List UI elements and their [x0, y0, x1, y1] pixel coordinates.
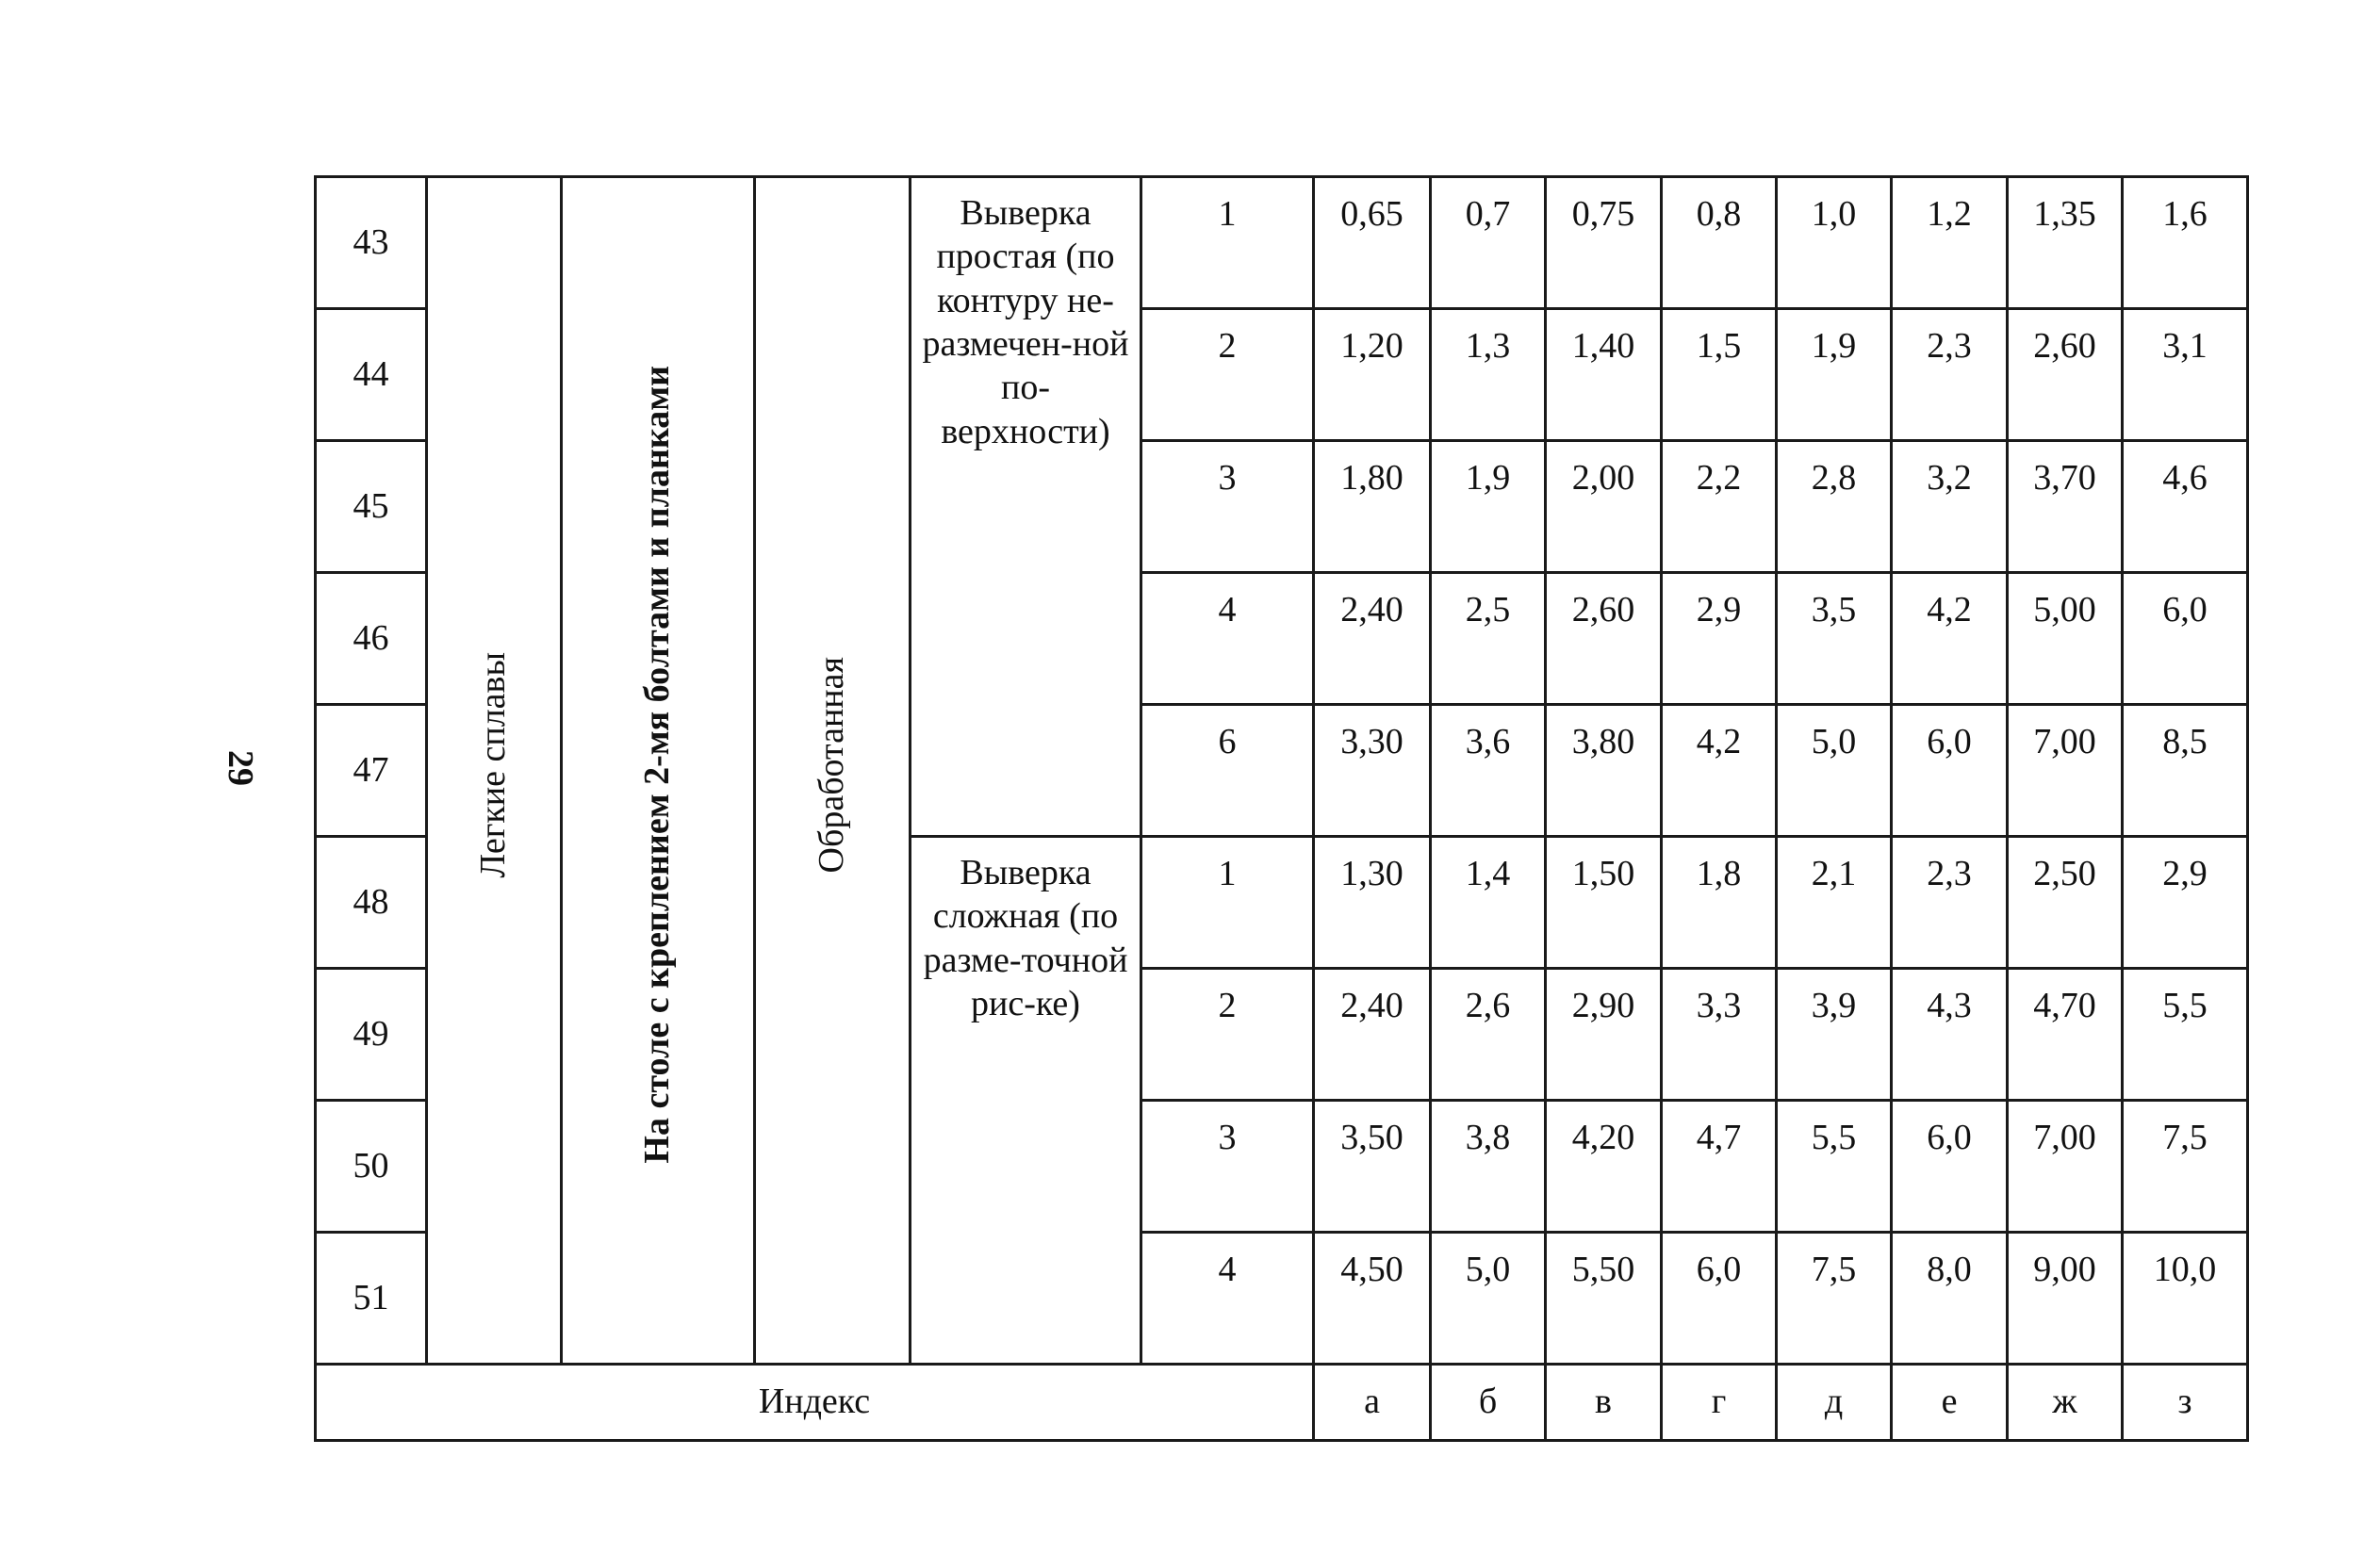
time-value-cell: 0,8 — [1662, 177, 1777, 309]
time-value-cell: 3,1 — [2123, 309, 2248, 441]
time-value-cell: 3,8 — [1431, 1101, 1546, 1233]
size-group-cell: 2 — [1141, 969, 1314, 1101]
row-number: 47 — [316, 705, 427, 837]
index-letter: д — [1777, 1365, 1892, 1441]
time-value-cell: 1,3 — [1431, 309, 1546, 441]
time-value-cell: 10,0 — [2123, 1233, 2248, 1365]
time-value-cell: 1,0 — [1777, 177, 1892, 309]
time-value-cell: 4,6 — [2123, 441, 2248, 573]
material-label: Легкие сплавы — [473, 651, 514, 878]
time-value-cell: 6,0 — [1892, 705, 2008, 837]
time-value-cell: 3,70 — [2008, 441, 2123, 573]
time-value-cell: 4,7 — [1662, 1101, 1777, 1233]
time-value-cell: 7,00 — [2008, 1101, 2123, 1233]
time-value-cell: 1,6 — [2123, 177, 2248, 309]
time-value-cell: 1,4 — [1431, 837, 1546, 969]
table-body — [316, 177, 2248, 1441]
time-value-cell: 7,00 — [2008, 705, 2123, 837]
time-value-cell: 0,65 — [1314, 177, 1431, 309]
time-value-cell: 5,5 — [2123, 969, 2248, 1101]
time-value-cell: 2,9 — [2123, 837, 2248, 969]
time-value-cell: 2,00 — [1546, 441, 1662, 573]
row-number: 51 — [316, 1233, 427, 1365]
time-value-cell: 4,50 — [1314, 1233, 1431, 1365]
time-value-cell: 3,3 — [1662, 969, 1777, 1101]
index-row — [316, 1365, 2248, 1441]
time-value-cell: 5,5 — [1777, 1101, 1892, 1233]
time-value-cell: 7,5 — [1777, 1233, 1892, 1365]
size-group-cell: 3 — [1141, 441, 1314, 573]
time-value-cell: 4,70 — [2008, 969, 2123, 1101]
time-value-cell: 2,90 — [1546, 969, 1662, 1101]
time-value-cell: 6,0 — [1892, 1101, 2008, 1233]
time-value-cell: 8,5 — [2123, 705, 2248, 837]
row-number: 48 — [316, 837, 427, 969]
size-group-cell: 3 — [1141, 1101, 1314, 1233]
page-number: 29 — [221, 750, 260, 786]
time-value-cell: 1,50 — [1546, 837, 1662, 969]
time-value-cell: 7,5 — [2123, 1101, 2248, 1233]
time-value-cell: 3,80 — [1546, 705, 1662, 837]
time-value-cell: 2,3 — [1892, 309, 2008, 441]
index-letter: а — [1314, 1365, 1431, 1441]
mounting-label: На столе с креплением 2-мя болтами и планками — [637, 366, 678, 1164]
time-value-cell: 1,40 — [1546, 309, 1662, 441]
time-value-cell: 5,00 — [2008, 573, 2123, 705]
time-value-cell: 3,9 — [1777, 969, 1892, 1101]
norm-table — [314, 175, 2249, 1442]
time-value-cell: 4,2 — [1892, 573, 2008, 705]
time-value-cell: 0,7 — [1431, 177, 1546, 309]
row-number: 50 — [316, 1101, 427, 1233]
row-number: 49 — [316, 969, 427, 1101]
time-value-cell: 4,2 — [1662, 705, 1777, 837]
size-group-cell: 4 — [1141, 1233, 1314, 1365]
time-value-cell: 2,5 — [1431, 573, 1546, 705]
size-group-cell: 1 — [1141, 837, 1314, 969]
row-number: 45 — [316, 441, 427, 573]
index-letter: ж — [2008, 1365, 2123, 1441]
size-group-cell: 1 — [1141, 177, 1314, 309]
time-value-cell: 4,20 — [1546, 1101, 1662, 1233]
row-number: 46 — [316, 573, 427, 705]
mounting-cell — [562, 177, 755, 1365]
time-value-cell: 2,8 — [1777, 441, 1892, 573]
index-letter: е — [1892, 1365, 2008, 1441]
time-value-cell: 2,3 — [1892, 837, 2008, 969]
operation-cell — [911, 177, 1141, 837]
row-number: 44 — [316, 309, 427, 441]
time-value-cell: 1,5 — [1662, 309, 1777, 441]
index-letter: з — [2123, 1365, 2248, 1441]
time-value-cell: 6,0 — [1662, 1233, 1777, 1365]
operation-label: Выверка простая (по контуру не-размечен-ной по-верхности) — [922, 193, 1129, 451]
time-value-cell: 1,2 — [1892, 177, 2008, 309]
time-value-cell: 8,0 — [1892, 1233, 2008, 1365]
time-value-cell: 5,50 — [1546, 1233, 1662, 1365]
time-value-cell: 1,8 — [1662, 837, 1777, 969]
time-value-cell: 5,0 — [1431, 1233, 1546, 1365]
material-cell — [427, 177, 562, 1365]
time-value-cell: 1,20 — [1314, 309, 1431, 441]
operation-label: Выверка сложная (по разме-точной рис-ке) — [923, 853, 1128, 1024]
time-value-cell: 3,30 — [1314, 705, 1431, 837]
index-letter: б — [1431, 1365, 1546, 1441]
surface-label: Обработанная — [812, 656, 852, 874]
time-value-cell: 3,6 — [1431, 705, 1546, 837]
time-value-cell: 1,30 — [1314, 837, 1431, 969]
surface-cell — [755, 177, 911, 1365]
size-group-cell: 4 — [1141, 573, 1314, 705]
time-value-cell: 2,6 — [1431, 969, 1546, 1101]
size-group-cell: 2 — [1141, 309, 1314, 441]
table-row — [316, 177, 2248, 309]
operation-cell — [911, 837, 1141, 1365]
time-value-cell: 2,40 — [1314, 969, 1431, 1101]
time-value-cell: 2,1 — [1777, 837, 1892, 969]
time-value-cell: 4,3 — [1892, 969, 2008, 1101]
time-value-cell: 9,00 — [2008, 1233, 2123, 1365]
time-value-cell: 1,9 — [1431, 441, 1546, 573]
time-value-cell: 1,35 — [2008, 177, 2123, 309]
time-value-cell: 2,60 — [2008, 309, 2123, 441]
time-value-cell: 2,40 — [1314, 573, 1431, 705]
time-value-cell: 5,0 — [1777, 705, 1892, 837]
time-value-cell: 1,9 — [1777, 309, 1892, 441]
index-label: Индекс — [316, 1365, 1314, 1441]
time-value-cell: 3,2 — [1892, 441, 2008, 573]
time-value-cell: 3,50 — [1314, 1101, 1431, 1233]
time-value-cell: 2,60 — [1546, 573, 1662, 705]
time-value-cell: 3,5 — [1777, 573, 1892, 705]
time-value-cell: 2,9 — [1662, 573, 1777, 705]
size-group-cell: 6 — [1141, 705, 1314, 837]
time-value-cell: 2,50 — [2008, 837, 2123, 969]
time-value-cell: 1,80 — [1314, 441, 1431, 573]
time-value-cell: 2,2 — [1662, 441, 1777, 573]
row-number: 43 — [316, 177, 427, 309]
time-value-cell: 0,75 — [1546, 177, 1662, 309]
index-letter: г — [1662, 1365, 1777, 1441]
time-value-cell: 6,0 — [2123, 573, 2248, 705]
index-letter: в — [1546, 1365, 1662, 1441]
